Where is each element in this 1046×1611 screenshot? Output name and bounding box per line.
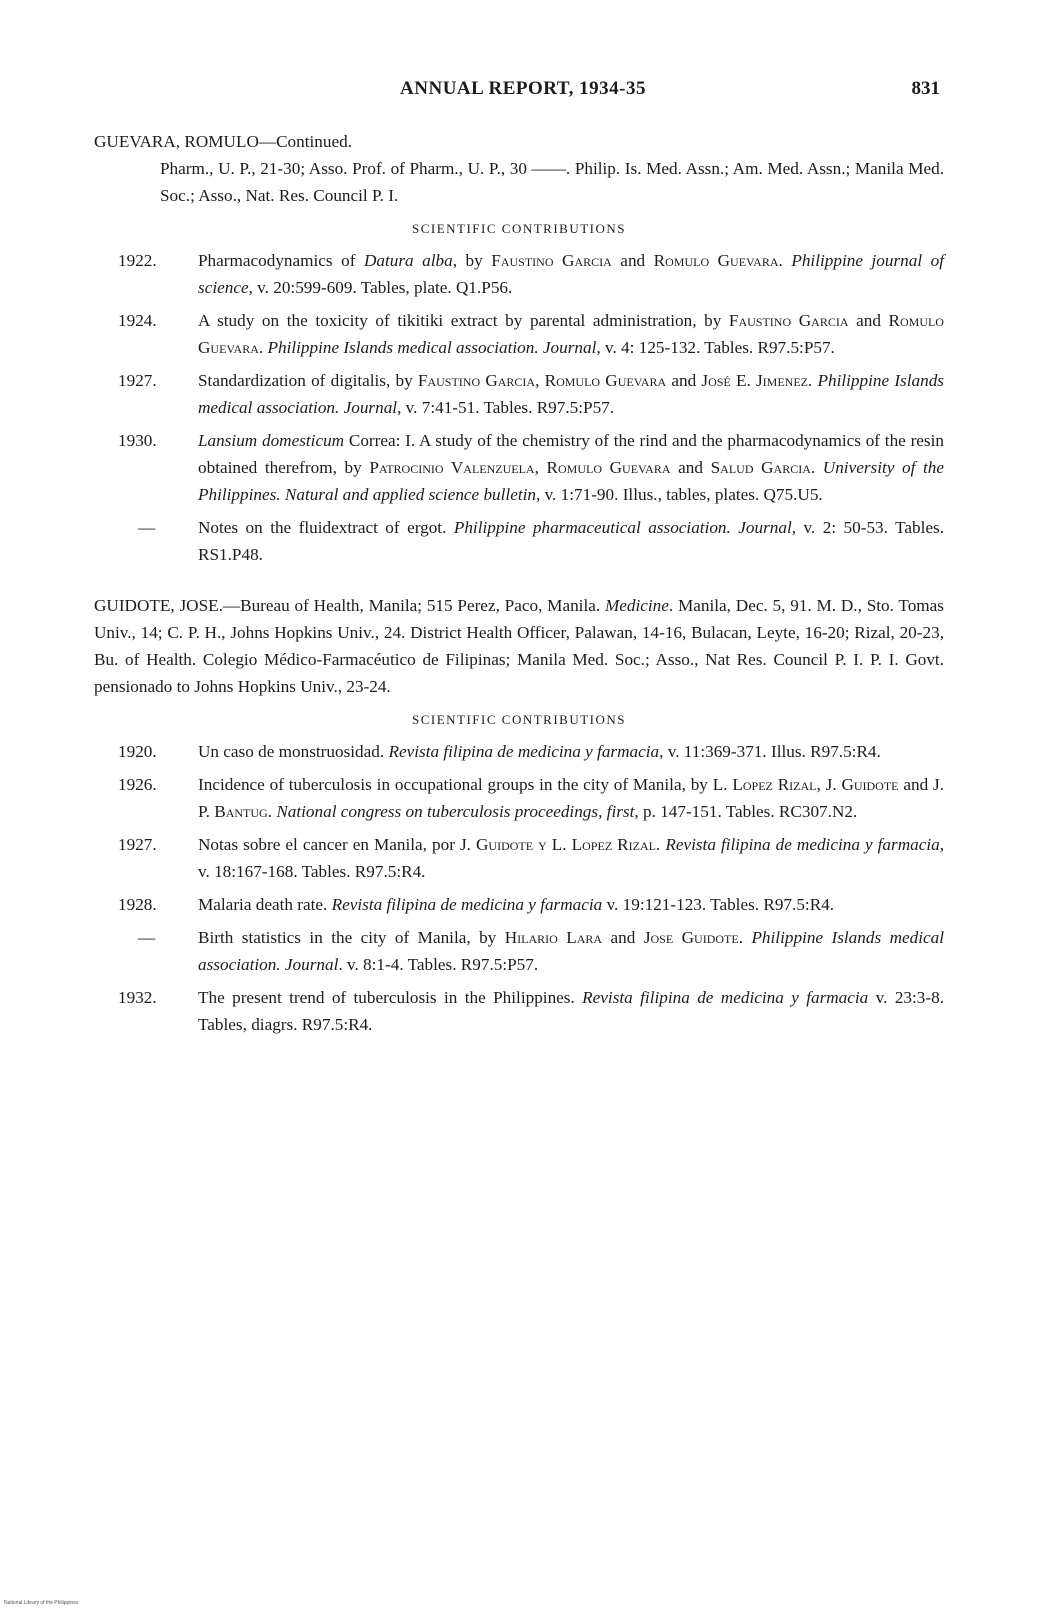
publication-text: Birth statistics in the city of Manila, by Hilario Lara and Jose Guidote. Philippine Islands medical association. Journal. v. 8:1-4. Tables. R97.5:P57.	[198, 928, 944, 974]
section-title: SCIENTIFIC CONTRIBUTIONS	[411, 221, 627, 236]
publication-text: Notes on the fluidextract of ergot. Philippine pharmaceutical association. Journal, v. 2: 50-53. Tables. RS1.P48.	[198, 518, 944, 564]
entry-guidote	[94, 592, 944, 1038]
publication-text: Standardization of digitalis, by Faustino Garcia, Romulo Guevara and José E. Jimenez. Philippine Islands medical association. Journal, v. 7:41-51. Tables. R97.5:P57.	[198, 371, 944, 417]
publication-year: 1926.	[118, 775, 157, 794]
publication-text: Notas sobre el cancer en Manila, por J. Guidote y L. Lopez Rizal. Revista filipina de medicina y farmacia, v. 18:167-168. Tables. R97.5:R4.	[198, 835, 944, 881]
publication-text: Pharmacodynamics of Datura alba, by Faustino Garcia and Romulo Guevara. Philippine journal of science, v. 20:599-609. Tables, plate. Q1.P56.	[198, 251, 944, 297]
publication-year: 1924.	[118, 311, 157, 330]
publication-text: Malaria death rate. Revista filipina de medicina y farmacia v. 19:121-123. Tables. R97.5:R4.	[198, 895, 835, 914]
publication-item	[94, 307, 944, 361]
publication-item	[94, 831, 944, 885]
entry-name: GUIDOTE, JOSE	[94, 596, 219, 615]
entry-bio: Pharm., U. P., 21-30; Asso. Prof. of Pharm., U. P., 30 ——. Philip. Is. Med. Assn.; Am. Med. Assn.; Manila Med. Soc.; Asso., Nat. Res. Council P. I.	[160, 159, 944, 205]
publication-item	[94, 771, 944, 825]
publication-year: 1922.	[118, 251, 157, 270]
entry-name: GUEVARA, ROMULO	[94, 132, 259, 151]
entry-suffix: —Continued.	[258, 132, 352, 151]
entry-heading	[94, 128, 944, 155]
entry-guevara	[94, 128, 944, 568]
entry-bio-inline: Bureau of Health, Manila; 515 Perez, Paco, Manila. Medicine. Manila, Dec. 5, 91. M. D., Sto. Tomas Univ., 14; C. P. H., Johns Hopkins Univ., 24. District Health Officer, Palawan, 14-16, Bulacan, Leyte, 16-20; Rizal, 20-23, Bu. of Health. Colegio Médico-Farmacéutico de Filipinas; Manila Med. Soc.; Asso., Nat Res. Council P. I. P. I. Govt. pensionado to Johns Hopkins Univ., 23-24.	[94, 596, 944, 696]
publication-year: 1927.	[118, 835, 157, 854]
publication-year: 1920.	[118, 742, 157, 761]
publication-year: —	[138, 928, 156, 947]
publication-item	[94, 247, 944, 301]
publication-item	[94, 367, 944, 421]
publication-text: Lansium domesticum Correa: I. A study of the chemistry of the rind and the pharmacodynamics of the resin obtained therefrom, by Patrocinio Valenzuela, Romulo Guevara and Salud Garcia. University of the Philippines. Natural and applied science bulletin, v. 1:71-90. Illus., tables, plates. Q75.U5.	[198, 431, 945, 504]
running-title: ANNUAL REPORT, 1934-35	[400, 78, 646, 99]
footer-note: National Library of the Philippines	[4, 1600, 79, 1606]
publication-item	[94, 738, 944, 765]
publication-item	[94, 427, 944, 508]
publication-list	[94, 738, 944, 1038]
publication-text: The present trend of tuberculosis in the Philippines. Revista filipina de medicina y farmacia v. 23:3-8. Tables, diagrs. R97.5:R4.	[198, 988, 945, 1034]
publication-year: 1930.	[118, 431, 157, 450]
page-number: 831	[911, 78, 940, 99]
publication-item	[94, 924, 944, 978]
publication-item	[94, 891, 944, 918]
publication-item	[94, 514, 944, 568]
publication-text: Incidence of tuberculosis in occupational groups in the city of Manila, by L. Lopez Rizal, J. Guidote and J. P. Bantug. National congress on tuberculosis proceedings, first, p. 147-151. Tables. RC307.N2.	[198, 775, 944, 821]
page-header	[0, 78, 1046, 108]
entry-suffix: .—	[218, 596, 241, 615]
entry-heading	[94, 592, 944, 700]
publication-year: —	[138, 518, 156, 537]
publication-text: Un caso de monstruosidad. Revista filipina de medicina y farmacia, v. 11:369-371. Illus. R97.5:R4.	[198, 742, 881, 761]
publication-text: A study on the toxicity of tikitiki extract by parental administration, by Faustino Garcia and Romulo Guevara. Philippine Islands medical association. Journal, v. 4: 125-132. Tables. R97.5:P57.	[198, 311, 944, 357]
publication-list	[94, 247, 944, 568]
section-title: SCIENTIFIC CONTRIBUTIONS	[411, 712, 627, 727]
publication-year: 1928.	[118, 895, 157, 914]
entries-content	[94, 128, 944, 1044]
publication-year: 1932.	[118, 988, 157, 1007]
publication-year: 1927.	[118, 371, 157, 390]
publication-item	[94, 984, 944, 1038]
